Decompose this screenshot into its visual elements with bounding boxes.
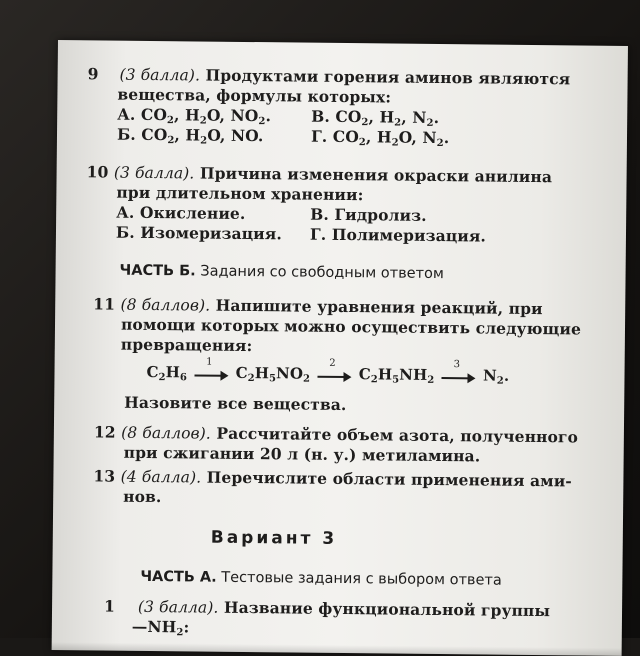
q10-number: 10 [86, 162, 109, 182]
q9-text2: вещества, формулы которых: [117, 84, 392, 107]
q9-option-v: В. $CO_2$, $H_2$, $N_2$. [311, 106, 440, 129]
chain-arrow-1: 1 [194, 366, 228, 380]
q11-text2: помощи которых можно осуществить следующие [120, 314, 582, 339]
q9-option-g: Г. $CO_2$, $H_2O$, $N_2$. [310, 126, 450, 150]
q10-option-b: Б. Изомеризация. [115, 222, 282, 244]
q1-text1: Название функциональной группы [223, 597, 551, 621]
q11-reaction-chain [146, 356, 510, 387]
q9-option-a: А. $CO_2$, $H_2O$, $NO_2$. [117, 104, 272, 128]
textbook-page [52, 40, 628, 656]
q12-points: (8 баллов). [121, 423, 211, 443]
q13-points: (4 балла). [120, 467, 202, 487]
part-b-label: ЧАСТЬ Б. [119, 262, 196, 280]
q10-text1: Причина изменения окраски анилина [199, 163, 553, 187]
q9-points: (3 балла). [119, 65, 201, 85]
q1-points: (3 балла). [137, 597, 219, 617]
q10-option-g: Г. Полимеризация. [309, 224, 487, 246]
q9-number: 9 [87, 64, 99, 84]
chain-substance-ethylamine: $C_2H_5NH_2$ [358, 365, 435, 386]
q9-text1: Продуктами горения аминов являются [205, 65, 571, 89]
chain-substance-nitroethane: $C_2H_5NO_2$ [235, 363, 311, 385]
page-bottom-shadow [52, 642, 622, 656]
q10-text2: при длительном хранении: [116, 182, 364, 205]
q11-text3: превращения: [120, 334, 253, 356]
q13-number: 13 [93, 466, 116, 486]
q11-number: 11 [93, 294, 116, 314]
part-b-text: Задания со свободным ответом [200, 263, 444, 283]
q9-option-b: Б. $CO_2$, $H_2O$, NO. [116, 124, 264, 147]
q11-text1: Напишите уравнения реакций, при [215, 295, 543, 319]
q12-number: 12 [93, 422, 116, 442]
q12-text2: при сжигании 20 л (н. у.) метиламина. [123, 442, 481, 466]
chain-substance-ethane: $C_2H_6$ [146, 362, 187, 384]
chain-arrow-3: 3 [442, 369, 476, 383]
q11-points: (8 баллов). [120, 295, 211, 315]
chain-arrow-2: 2 [317, 368, 351, 382]
q13-line1 [93, 466, 572, 490]
q10-option-a: А. Окисление. [116, 202, 246, 223]
q13-text2: нов. [123, 486, 162, 507]
q13-text1: Перечислите области применения ами- [206, 467, 572, 491]
q1-text2: $—NH_2$: [131, 616, 190, 639]
chain-substance-nitrogen: $N_2$. [482, 366, 510, 387]
q10-points: (3 балла). [113, 163, 195, 183]
q10-option-v: В. Гидролиз. [310, 204, 427, 225]
q1-number: 1 [103, 596, 116, 616]
part-b-heading [120, 263, 444, 282]
variant-heading: Вариант 3 [210, 527, 338, 549]
part-a-text: Тестовые задания с выбором ответа [221, 569, 502, 589]
q11-text4: Назовите все вещества. [124, 392, 347, 415]
part-a-label: ЧАСТЬ А. [140, 568, 217, 586]
part-a-heading [140, 569, 502, 589]
q12-text1: Рассчитайте объем азота, полученного [216, 423, 579, 447]
